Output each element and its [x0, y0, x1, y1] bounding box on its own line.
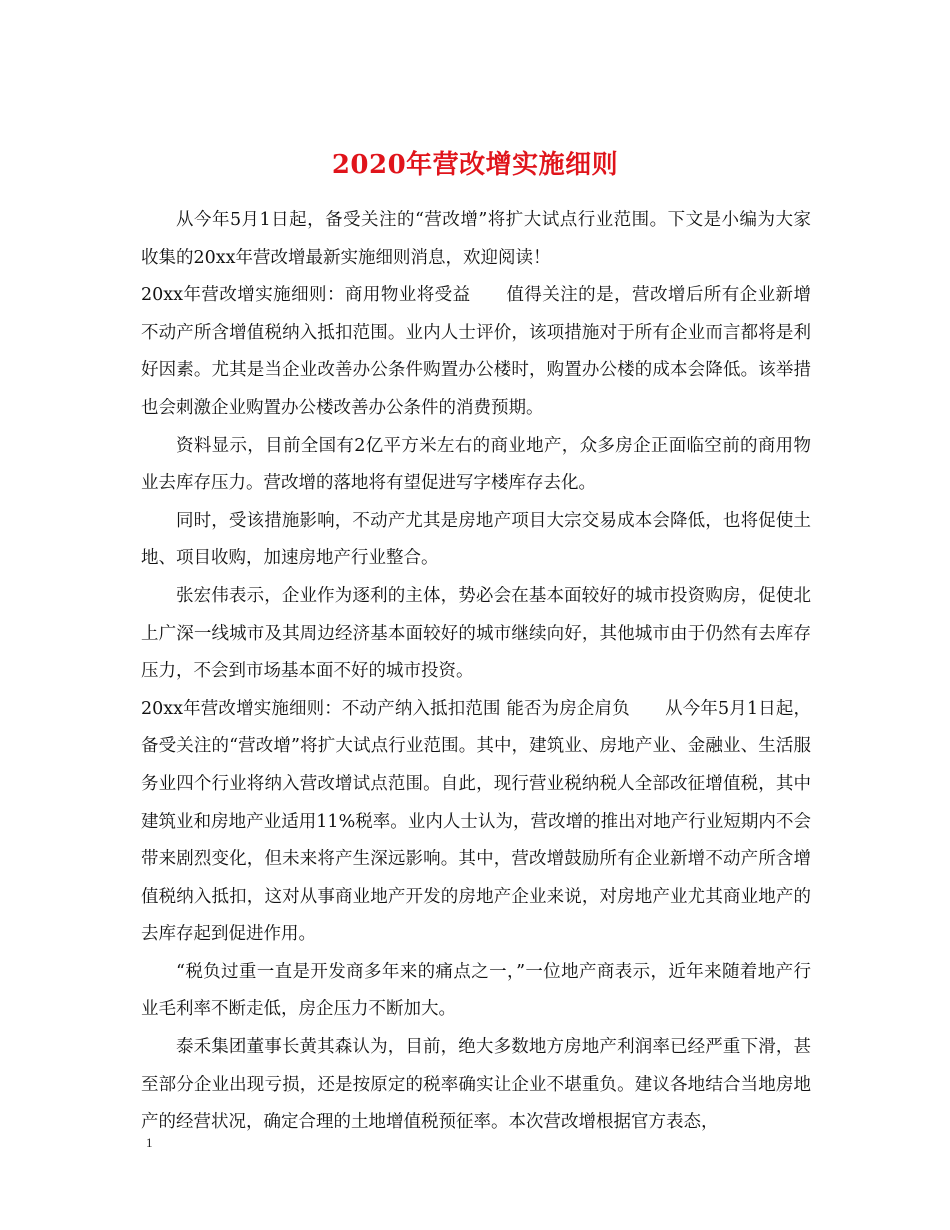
paragraph: 资料显示，目前全国有2亿平方米左右的商业地产，众多房企正面临空前的商用物业去库存压力。营改增的落地将有望促进写字楼库存去化。	[141, 435, 811, 494]
paragraph: “税负过重一直是开发商多年来的痛点之一，”一位地产商表示，近年来随着地产行业毛利率不断走低，房企压力不断加大。	[141, 961, 811, 1020]
paragraph: 泰禾集团董事长黄其森认为，目前，绝大多数地方房地产利润率已经严重下滑，甚至部分企业出现亏损，还是按原定的税率确实让企业不堪重负。建议各地结合当地房地产的经营状况，确定合理的土地增值税预征率。本次营改增根据官方表态，	[141, 1037, 811, 1133]
page-number: 1	[146, 1135, 153, 1150]
document-title: 2020年营改增实施细则	[331, 150, 619, 181]
paragraph: 同时，受该措施影响，不动产尤其是房地产项目大宗交易成本会降低，也将促使土地、项目收购，加速房地产行业整合。	[141, 510, 811, 569]
paragraph: 张宏伟表示，企业作为逐利的主体，势必会在基本面较好的城市投资购房，促使北上广深一线城市及其周边经济基本面较好的城市继续向好，其他城市由于仍然有去库存压力，不会到市场基本面不好的城市投资。	[141, 585, 811, 682]
document-body	[141, 202, 811, 1142]
paragraph: 从今年5月1日起，备受关注的“营改增”将扩大试点行业范围。下文是小编为大家收集的20xx年营改增最新实施细则消息，欢迎阅读！	[141, 210, 811, 268]
paragraph: 20xx年营改增实施细则：商用物业将受益 值得关注的是，营改增后所有企业新增不动产所含增值税纳入抵扣范围。业内人士评价，该项措施对于所有企业而言都将是利好因素。尤其是当企业改善办公条件购置办公楼时，购置办公楼的成本会降低。该举措也会刺激企业购置办公楼改善办公条件的消费预期。	[141, 285, 811, 418]
paragraph: 20xx年营改增实施细则：不动产纳入抵扣范围 能否为房企肩负 从今年5月1日起，备受关注的“营改增”将扩大试点行业范围。其中，建筑业、房地产业、金融业、生活服务业四个行业将纳入营改增试点范围。自此，现行营业税纳税人全部改征增值税，其中建筑业和房地产业适用11%税率。业内人士认为，营改增的推出对地产行业短期内不会带来剧烈变化，但未来将产生深远影响。其中，营改增鼓励所有企业新增不动产所含增值税纳入抵扣，这对从事商业地产开发的房地产企业来说，对房地产业尤其商业地产的去库存起到促进作用。	[141, 698, 811, 945]
